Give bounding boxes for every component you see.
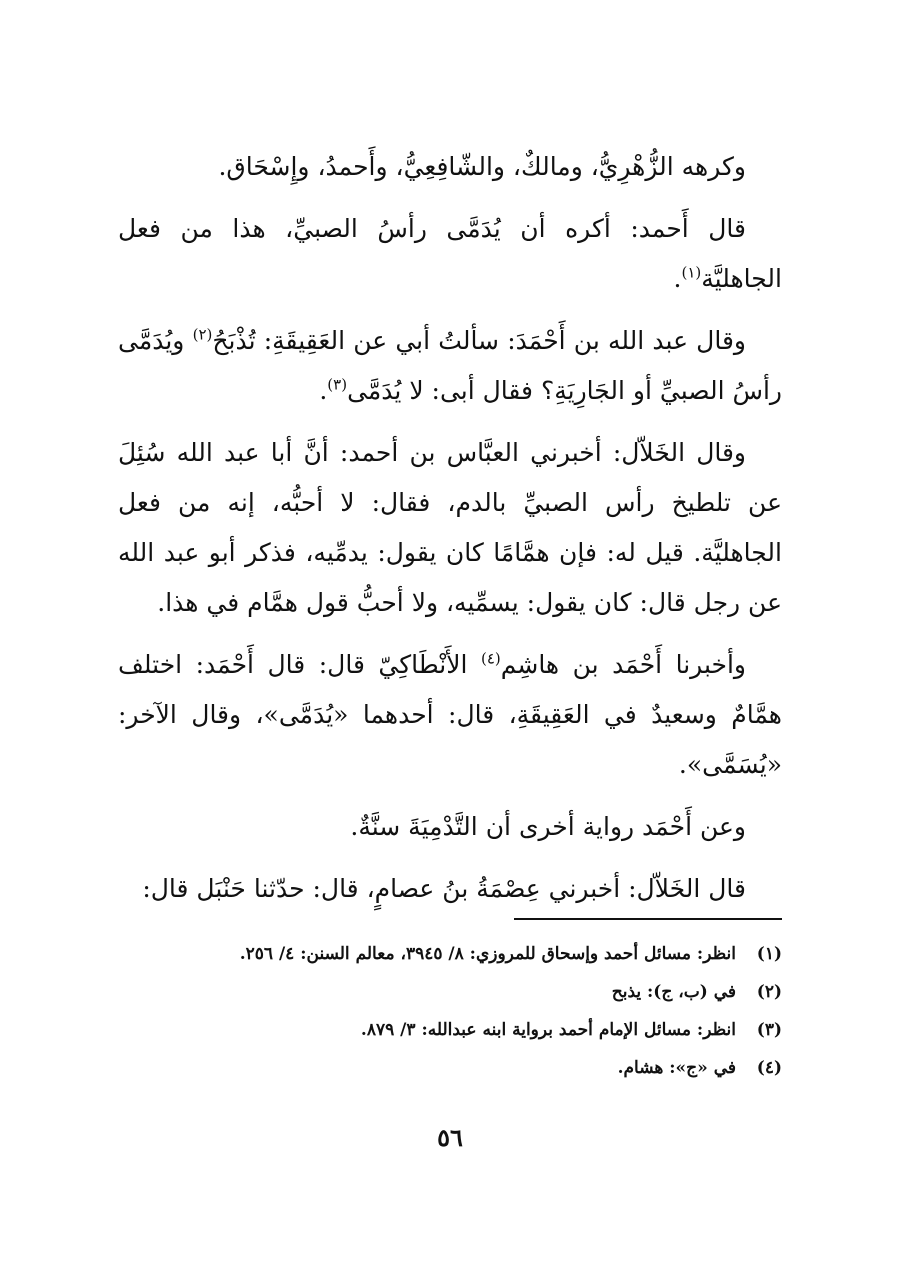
footnote-number: (٢) — [756, 982, 782, 1002]
main-text — [118, 142, 782, 914]
paragraph-7: قال الخَلاّل: أخبرني عِصْمَةُ بنُ عصامٍ، قال: حدّثنا حَنْبَل قال: — [142, 874, 746, 903]
footnote-text: انظر: مسائل الإمام أحمد برواية ابنه عبدالله: ٣/ ٨٧٩. — [360, 1020, 736, 1040]
footnote-text: في (ب، ج): يذبح — [611, 982, 736, 1002]
footnote-ref-1: (١) — [681, 263, 702, 282]
paragraph-6: وعن أَحْمَد رواية أخرى أن التَّدْمِيَةَ سنَّةٌ. — [350, 812, 746, 841]
footnote-ref-3: (٣) — [327, 375, 348, 394]
footnote-2 — [118, 973, 782, 1011]
footnotes — [118, 935, 782, 1087]
footnote-number: (١) — [756, 944, 782, 964]
footnote-text: انظر: مسائل أحمد وإسحاق للمروزي: ٨/ ٣٩٤٥، معالم السنن: ٤/ ٢٥٦. — [239, 944, 736, 964]
footnote-text: في «ج»: هشام. — [617, 1058, 736, 1078]
paragraph-1: وكرهه الزُّهْرِيُّ، ومالكٌ، والشّافِعِيُّ، وأَحمدُ، وإِسْحَاق. — [218, 152, 746, 181]
paragraph-5: وأخبرنا أَحْمَد بن هاشِم$^{(٤)}$ الأَنْطَاكِيّ قال: قال أَحْمَد: اختلف همَّامٌ وسعيدٌ في العَقِيقَةِ، قال: أحدهما «يُدَمَّى»، وقال الآخر: «يُسَمَّى». — [118, 649, 782, 779]
footnote-ref-2: (٢) — [192, 325, 213, 344]
footnote-divider — [514, 918, 782, 920]
footnote-3 — [118, 1011, 782, 1049]
footnote-ref-4: (٤) — [480, 649, 501, 668]
page-number: ٥٦ — [437, 1123, 463, 1152]
footnote-1 — [118, 935, 782, 973]
footnote-number: (٤) — [756, 1058, 782, 1078]
paragraph-4: وقال الخَلاّل: أخبرني العبَّاس بن أحمد: أنَّ أبا عبد الله سُئِلَ عن تلطيخ رأس الصبيِّ بالدم، فقال: لا أحبُّه، إنه من فعل الجاهليَّة. قيل له: فإن همَّامًا كان يقول: يدمِّيه، فذكر أبو عبد الله عن رجل قال: كان يقول: يسمِّيه، ولا أحبُّ قول همَّام في هذا. — [118, 438, 782, 617]
paragraph-2: قال أَحمد: أكره أن يُدَمَّى رأسُ الصبيِّ، هذا من فعل الجاهليَّة$^{(١)}$. — [118, 214, 782, 293]
footnote-number: (٣) — [756, 1020, 782, 1040]
footnote-4 — [118, 1049, 782, 1087]
paragraph-3: وقال عبد الله بن أَحْمَدَ: سألتُ أبي عن العَقِيقَةِ: تُذْبَحُ$^{(٢)}$ ويُدَمَّى رأسُ الصبيِّ أو الجَارِيَةِ؟ فقال أبى: لا يُدَمَّى$^{(٣)}$. — [118, 325, 782, 405]
